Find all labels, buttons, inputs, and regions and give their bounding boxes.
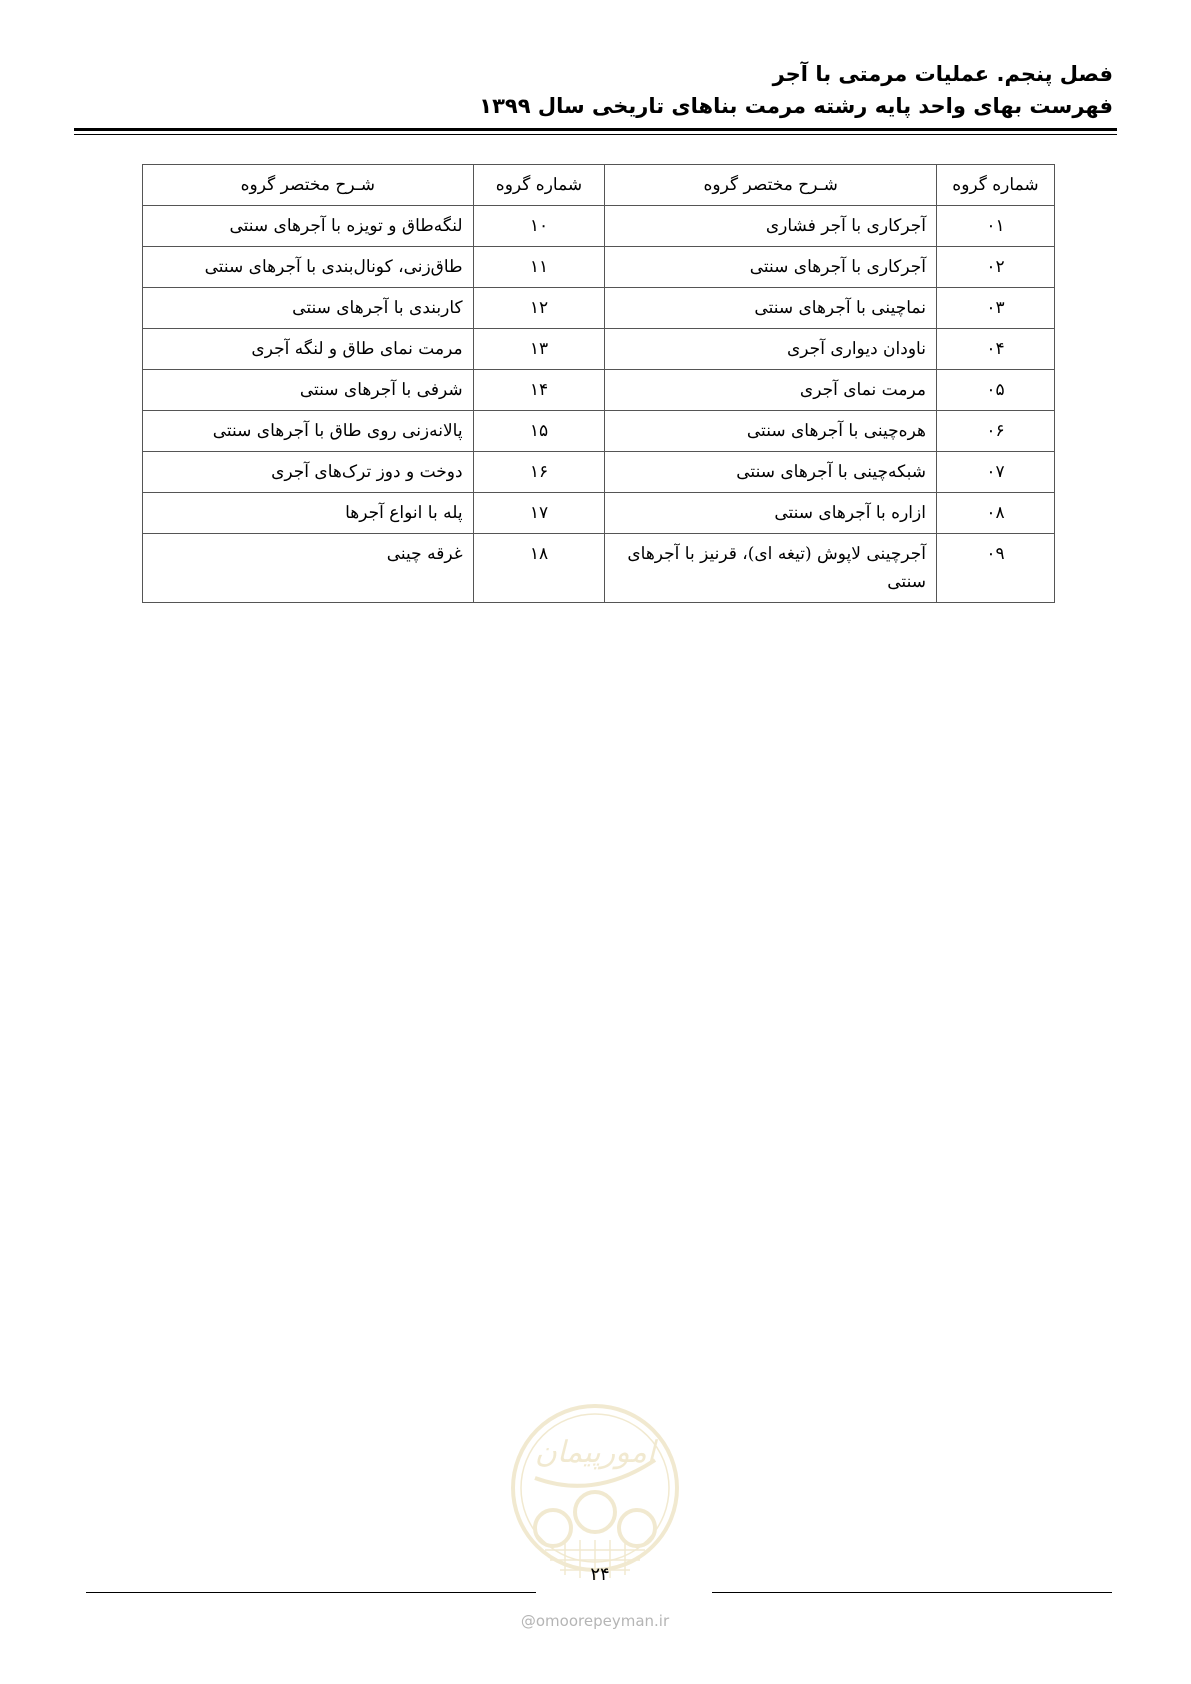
logo-watermark — [505, 1400, 685, 1590]
group-description-cell: آجرکاری با آجر فشاری — [605, 206, 937, 247]
group-description-cell: ناودان دیواری آجری — [605, 329, 937, 370]
group-number-cell: ۱۲ — [473, 288, 605, 329]
table-row — [143, 206, 1055, 247]
table-row — [143, 493, 1055, 534]
table-row — [143, 288, 1055, 329]
group-description-cell: مرمت نمای طاق و لنگه آجری — [143, 329, 474, 370]
group-number-cell: ۱۶ — [473, 452, 605, 493]
page-number: ۲۴ — [590, 1564, 610, 1585]
group-number-cell: ۰۷ — [936, 452, 1054, 493]
group-description-cell: مرمت نمای آجری — [605, 370, 937, 411]
header-group-number: شماره گروه — [473, 165, 605, 206]
group-number-cell: ۱۰ — [473, 206, 605, 247]
group-number-cell: ۱۳ — [473, 329, 605, 370]
group-description-cell: لنگه‌طاق و تویزه با آجرهای سنتی — [143, 206, 474, 247]
table-header-row — [143, 165, 1055, 206]
group-description-cell: ازاره با آجرهای سنتی — [605, 493, 937, 534]
group-number-cell: ۱۱ — [473, 247, 605, 288]
footer-rule-right — [712, 1592, 1112, 1593]
group-number-cell: ۰۹ — [936, 534, 1054, 603]
table-row — [143, 452, 1055, 493]
group-description-cell: پله با انواع آجرها — [143, 493, 474, 534]
group-description-cell: غرقه چینی — [143, 534, 474, 603]
table-row — [143, 534, 1055, 603]
logo-text: امورپیمان — [534, 1435, 656, 1470]
chapter-title: فصل پنجم. عملیات مرمتی با آجر — [772, 62, 1113, 86]
group-number-cell: ۱۷ — [473, 493, 605, 534]
group-number-cell: ۰۲ — [936, 247, 1054, 288]
group-description-cell: آجرچینی لاپوش (تیغه ای)، قرنیز با آجرهای سنتی — [605, 534, 937, 603]
group-number-cell: ۰۱ — [936, 206, 1054, 247]
group-description-cell: هره‌چینی با آجرهای سنتی — [605, 411, 937, 452]
group-number-cell: ۱۸ — [473, 534, 605, 603]
table-row — [143, 370, 1055, 411]
group-number-cell: ۰۳ — [936, 288, 1054, 329]
header-rule-thin — [74, 134, 1117, 135]
header-short-description: شـرح مختصر گروه — [143, 165, 474, 206]
header-short-description: شـرح مختصر گروه — [605, 165, 937, 206]
table-row — [143, 411, 1055, 452]
site-watermark: @omoorepeyman.ir — [520, 1612, 670, 1630]
group-number-cell: ۰۸ — [936, 493, 1054, 534]
group-description-cell: کاربندی با آجرهای سنتی — [143, 288, 474, 329]
group-table — [142, 164, 1055, 603]
group-description-cell: نماچینی با آجرهای سنتی — [605, 288, 937, 329]
group-description-cell: طاق‌زنی، کونال‌بندی با آجرهای سنتی — [143, 247, 474, 288]
group-number-cell: ۱۵ — [473, 411, 605, 452]
page-header — [78, 58, 1113, 122]
group-description-cell: پالانه‌زنی روی طاق با آجرهای سنتی — [143, 411, 474, 452]
header-rule-thick — [74, 128, 1117, 131]
group-number-cell: ۱۴ — [473, 370, 605, 411]
group-number-cell: ۰۶ — [936, 411, 1054, 452]
gear-icon — [535, 1492, 655, 1546]
header-group-number: شماره گروه — [936, 165, 1054, 206]
group-description-cell: دوخت و دوز ترک‌های آجری — [143, 452, 474, 493]
footer-rule-left — [86, 1592, 536, 1593]
group-description-cell: شبکه‌چینی با آجرهای سنتی — [605, 452, 937, 493]
table-row — [143, 247, 1055, 288]
document-subtitle: فهرست بهای واحد پایه رشته مرمت بناهای تاریخی سال ۱۳۹۹ — [479, 94, 1113, 118]
group-number-cell: ۰۴ — [936, 329, 1054, 370]
group-number-cell: ۰۵ — [936, 370, 1054, 411]
table-row — [143, 329, 1055, 370]
table-body — [143, 206, 1055, 603]
group-description-cell: شرفی با آجرهای سنتی — [143, 370, 474, 411]
group-description-cell: آجرکاری با آجرهای سنتی — [605, 247, 937, 288]
